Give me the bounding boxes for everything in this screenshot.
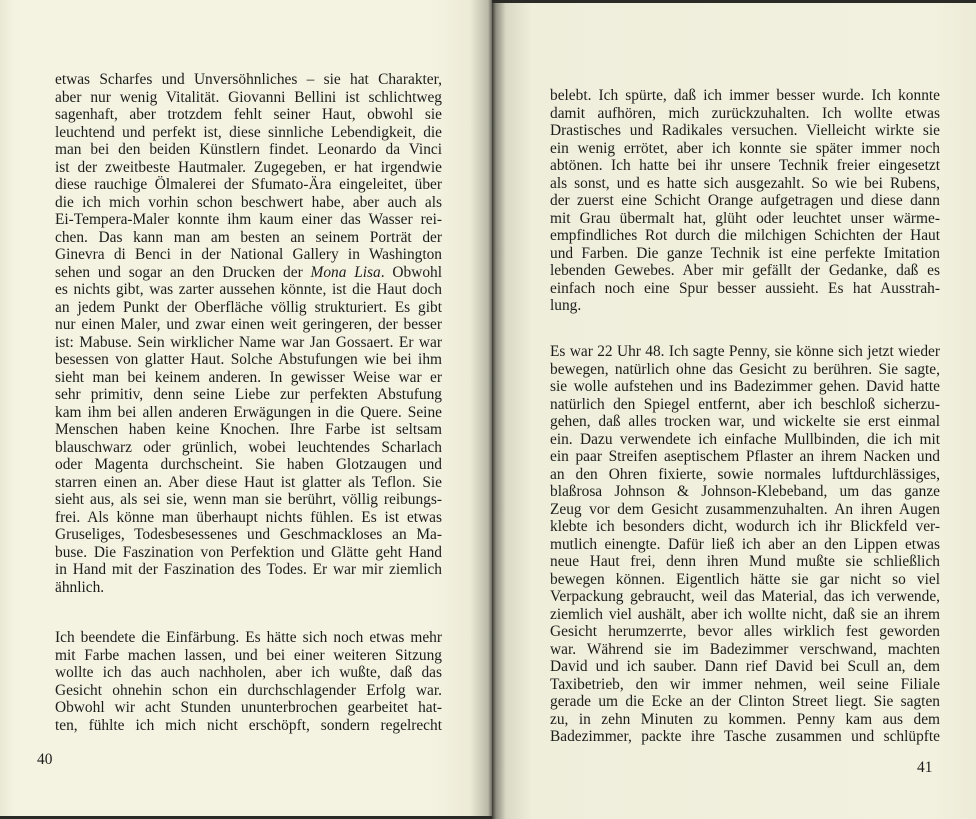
paragraph (550, 87, 940, 315)
text-line: ähnlich. (55, 578, 105, 596)
text-line: ten, fühlte ich mich nicht erschöpft, sondern regelrecht (55, 716, 442, 734)
text-line: Obwohl wir acht Stunden ununterbrochen gearbeitet hat- (55, 699, 442, 716)
text-line: gehen, daß alles trocken war, und wickelte sie erst einmal (550, 413, 940, 430)
text-line: Ich beendete die Einfärbung. Es hätte sich noch etwas mehr (55, 629, 442, 646)
text-line: ein paar Streifen aseptischem Pflaster an ihrem Nacken und (550, 448, 940, 465)
text-line: einfach noch eine Spur besser aussieht. Es hat Ausstrah- (550, 279, 940, 297)
text-line: Zeug vor dem Gesicht zusammenzuhalten. An ihren Augen (550, 500, 940, 518)
text-line: buse. Die Faszination von Perfektion und Glätte geht Hand (55, 543, 442, 561)
text-line: neue Haut frei, denn ihren Mund mußte sie schließlich (550, 553, 940, 570)
text-line: besessen von glatter Haut. Solche Abstufungen wie bei ihm (55, 351, 442, 368)
text-line: Es war 22 Uhr 48. Ich sagte Penny, sie könne sich jetzt wieder (550, 343, 940, 360)
text-line: natürlich den Spiegel entfernt, aber ich beschloß sicherzu- (550, 395, 940, 413)
text-line: Ginevra di Benci in der National Gallery in Washington (55, 246, 442, 263)
text-line: chen. Das kann man am besten an seinem Porträt der (55, 228, 442, 246)
text-line: bewegen, natürlich ohne das Gesicht zu berühren. Sie sagte, (550, 360, 940, 378)
text-line: man bei den beiden Künstlern findet. Leonardo da Vinci (55, 141, 442, 158)
text-line: zu, in zehn Minuten zu kommen. Penny kam aus dem (550, 710, 940, 728)
text-line: mit Farbe machen lassen, und bei einer weiteren Sitzung (55, 646, 442, 664)
text-line: Verpackung gebraucht, weil das Material, das ich verwende, (550, 588, 940, 605)
text-line: etwas Scharfes und Unversöhnliches – sie hat Charakter, (55, 71, 442, 88)
text-line: Ei-Tempera-Maler konnte ihm kaum einer das Wasser rei- (55, 211, 442, 228)
text-line: wollte ich das auch nachholen, aber ich wußte, daß das (55, 664, 442, 681)
text-line: gerade um die Ecke an der Clinton Street liegt. Sie sagten (550, 693, 940, 710)
page-number: 40 (37, 751, 53, 768)
text-line: mutlich einengte. Dafür ließ ich aber an den Lippen etwas (550, 535, 940, 553)
page-number: 41 (917, 759, 933, 776)
text-line: diese rauchige Ölmalerei der Sfumato-Ära eingeleitet, über (55, 176, 442, 193)
text-line: bewegen können. Eigentlich hätte sie gar nicht so viel (550, 570, 940, 588)
text-line: sagenhaft, aber trotzdem fehlt seiner Haut, obwohl sie (55, 106, 442, 123)
text-line: es nichts gibt, was zarter aussehen könnte, ist die Haut doch (55, 281, 442, 298)
text-line: abtönen. Ich hatte bei ihr unsere Technik freier eingesetzt (550, 157, 940, 174)
text-line: Gesicht herumzerrte, bevor alles wirklich fest geworden (550, 623, 940, 640)
text-line: sie wolle aufstehen und ins Badezimmer gehen. David hatte (550, 378, 940, 395)
text-line: Menschen haben keine Knochen. Ihre Farbe ist seltsam (55, 421, 442, 438)
text-line: ein. Dazu verwendete ich einfache Mullbinden, die ich mit (550, 430, 940, 448)
text-line: blaßrosa Johnson & Johnson-Klebeband, um das ganze (550, 483, 940, 500)
text-line: ziemlich viel aushält, aber ich wollte nicht, daß sie an ihrem (550, 605, 940, 623)
text-line: der zuerst eine Schicht Orange aufgetragen und diese dann (550, 192, 940, 209)
text-line: sieht man bei keinem anderen. In gewisser Weise war er (55, 368, 442, 386)
text-line: war. Während sie im Badezimmer verschwand, machten (550, 640, 940, 658)
text-line: an den Ohren fixierte, sowie normales luftdurchlässiges, (550, 465, 940, 483)
text-line: leuchtend und perfekt ist, diese sinnliche Lebendigkeit, die (55, 123, 442, 141)
text-line: die ich mich vorhin schon beschwert habe, aber auch als (55, 193, 442, 211)
text-line: damit aufhören, mich zurückzuhalten. Ich wollte etwas (550, 104, 940, 122)
text-line: Gesicht ohnehin schon ein durchschlagender Erfolg war. (55, 681, 442, 699)
text-line: ist der zweitbeste Hautmaler. Zugegeben, er hat irgendwie (55, 158, 442, 176)
text-line: blauschwarz oder grünlich, wobei leuchtendes Scharlach (55, 438, 442, 456)
text-line: nur einen Maler, und zwar einen weit geringeren, der besser (55, 316, 442, 333)
text-line: David und ich sauber. Dann rief David bei Scull an, dem (550, 658, 940, 675)
text-line: ist: Mabuse. Sein wirklicher Name war Jan Gossaert. Er war (55, 333, 442, 351)
text-line: Badezimmer, packte ihre Tasche zusammen und schlüpfte (550, 728, 940, 745)
text-line: sehen und sogar an den Drucken der Mona Lisa. Obwohl (55, 263, 442, 281)
text-line: aber nur wenig Vitalität. Giovanni Bellini ist schlichtweg (55, 88, 442, 106)
text-line: mit Grau übermalt hat, glüht oder leuchtet unser wärme- (550, 209, 940, 227)
paragraph (55, 629, 442, 734)
text-line: an jedem Punkt der Oberfläche völlig strukturiert. Es gibt (55, 298, 442, 316)
paragraph (550, 343, 940, 746)
text-line: lung. (550, 297, 582, 314)
text-line: und Farben. Die ganze Technik ist eine perfekte Imitation (550, 244, 940, 262)
text-line: frei. Als könne man überhaupt nichts fühlen. Es ist etwas (55, 508, 442, 526)
text-line: ein wenig errötet, aber ich konnte sie später immer noch (550, 139, 940, 157)
text-line: lebenden Gewebes. Aber mir gefällt der Gedanke, daß es (550, 262, 940, 279)
text-line: Gruseliges, Todesbesessenes und Geschmackloses an Ma- (55, 526, 442, 543)
text-line: sehr primitiv, denn seine Liebe zur perfekten Abstufung (55, 386, 442, 403)
paragraph (55, 71, 442, 596)
right-page (492, 3, 976, 819)
text-line: als sonst, und es hatte sich ausgezahlt. So wie bei Rubens, (550, 174, 940, 192)
text-line: in Hand mit der Faszination des Todes. Er war mir ziemlich (55, 561, 442, 578)
text-line: belebt. Ich spürte, daß ich immer besser wurde. Ich konnte (550, 87, 940, 104)
text-line: klebte ich besonders dicht, wodurch ich ihr Blickfeld ver- (550, 518, 940, 535)
text-line: Taxibetrieb, den wir immer nehmen, weil seine Filiale (550, 675, 940, 693)
text-line: starren einen an. Aber diese Haut ist glatter als Teflon. Sie (55, 473, 442, 491)
text-line: sieht aus, als sei sie, wenn man sie berührt, völlig reibungs- (55, 491, 442, 508)
text-line: Drastisches und Radikales versuchen. Vielleicht wirkte sie (550, 122, 940, 139)
text-line: oder Magenta durchscheint. Sie haben Glotzaugen und (55, 456, 442, 473)
text-line: kam ihm bei allen anderen Erwägungen in die Quere. Seine (55, 403, 442, 421)
text-line: empfindliches Rot durch die milchigen Schichten der Haut (550, 227, 940, 244)
